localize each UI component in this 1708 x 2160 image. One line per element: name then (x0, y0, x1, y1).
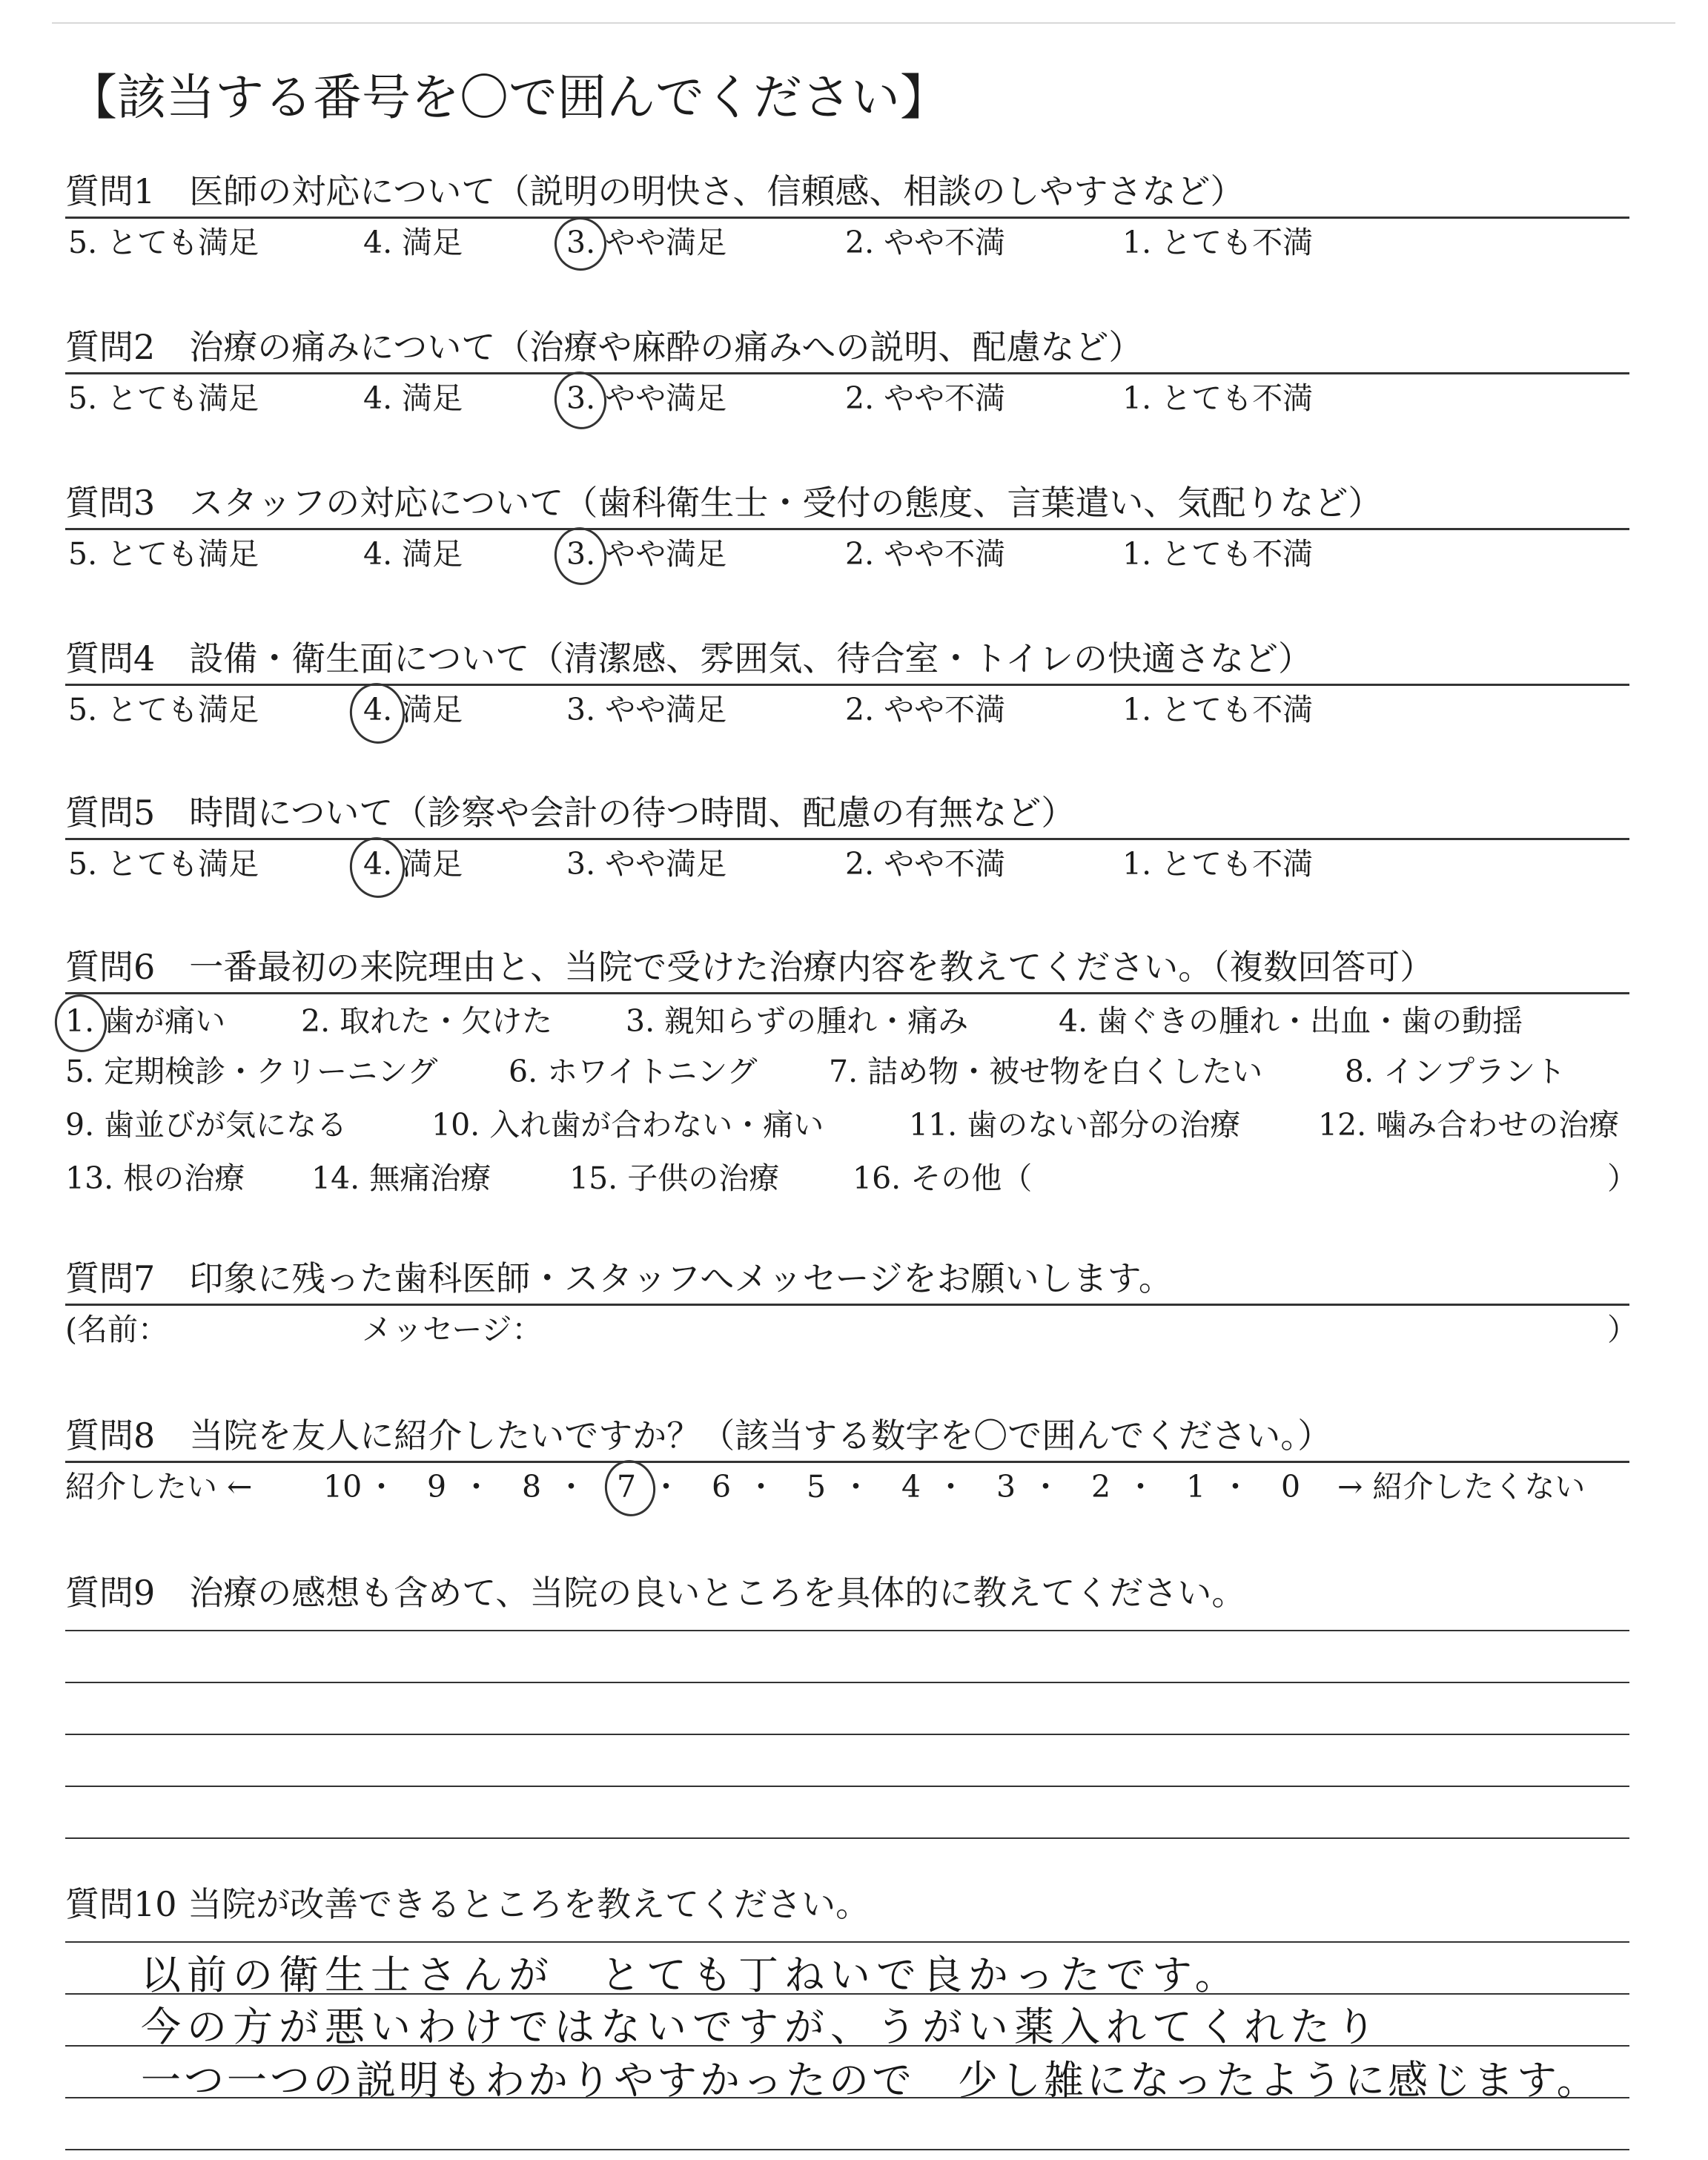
option-5[interactable]: 5. とても満足 (68, 380, 259, 416)
scale-separator: ・ (841, 1469, 871, 1505)
option-3[interactable]: 3. 親知らずの腫れ・痛み (626, 1003, 969, 1039)
question-1-options (65, 222, 1629, 263)
question-1-title: 質問1 医師の対応について（説明の明快さ、信頼感、相談のしやすさなど） (65, 169, 1629, 219)
question-2-options (65, 377, 1629, 419)
option-5[interactable]: 5. とても満足 (68, 846, 259, 882)
answer-line (65, 1837, 1629, 1839)
scale-10[interactable]: 10 (323, 1469, 363, 1505)
option-3[interactable]: 3. やや満足 (566, 846, 727, 882)
scale-1[interactable]: 1 (1186, 1469, 1206, 1505)
scale-separator: ・ (1125, 1469, 1156, 1505)
option-7[interactable]: 7. 詰め物・被せ物を白くしたい (829, 1054, 1263, 1089)
option-1[interactable]: 1. 歯が痛い (65, 1003, 226, 1039)
option-8[interactable]: 8. インプラント (1345, 1054, 1566, 1089)
page-top-rule (52, 22, 1675, 24)
question-9-title: 質問9 治療の感想も含めて、当院の良いところを具体的に教えてください。 (65, 1573, 1246, 1613)
option-6[interactable]: 6. ホワイトニング (509, 1054, 758, 1089)
name-label: (名前： (65, 1312, 168, 1347)
question-4 (65, 636, 1629, 730)
option-15[interactable]: 15. 子供の治療 (569, 1160, 780, 1196)
option-4[interactable]: 4. 満足 (363, 536, 463, 572)
scale-separator: ・ (366, 1469, 397, 1505)
scale-8[interactable]: 8 (522, 1469, 542, 1505)
close-paren: ） (1607, 1312, 1638, 1347)
option-2[interactable]: 2. やや不満 (845, 846, 1006, 882)
scale-separator: ・ (1220, 1469, 1251, 1505)
option-14[interactable]: 14. 無痛治療 (311, 1160, 491, 1196)
option-10[interactable]: 10. 入れ歯が合わない・痛い (431, 1107, 824, 1143)
option-9[interactable]: 9. 歯並びが気になる (65, 1107, 348, 1143)
scale-4[interactable]: 4 (901, 1469, 921, 1505)
answer-line (65, 1941, 1629, 1943)
option-2[interactable]: 2. やや不満 (845, 692, 1006, 727)
option-5[interactable]: 5. とても満足 (68, 536, 259, 572)
option-4[interactable]: 4. 歯ぐきの腫れ・出血・歯の動揺 (1059, 1003, 1523, 1039)
scale-2[interactable]: 2 (1091, 1469, 1111, 1505)
scale-separator: ・ (461, 1469, 491, 1505)
message-label: メッセージ： (362, 1312, 543, 1347)
question-5-options (65, 843, 1629, 885)
question-8 (65, 1413, 1629, 1507)
option-12[interactable]: 12. 噛み合わせの治療 (1318, 1107, 1620, 1143)
question-5 (65, 790, 1629, 885)
scale-separator: ・ (651, 1469, 681, 1505)
question-10-title: 質問10 当院が改善できるところを教えてください。 (65, 1884, 870, 1924)
question-6-title: 質問6 一番最初の来院理由と、当院で受けた治療内容を教えてください。（複数回答可） (65, 945, 1629, 994)
scale-separator: ・ (746, 1469, 776, 1505)
option-1[interactable]: 1. とても不満 (1122, 692, 1314, 727)
option-1[interactable]: 1. とても不満 (1122, 380, 1314, 416)
option-1[interactable]: 1. とても不満 (1122, 536, 1314, 572)
answer-line (65, 1734, 1629, 1735)
option-3[interactable]: 3. やや満足 (566, 536, 727, 572)
option-2[interactable]: 2. やや不満 (845, 225, 1006, 260)
option-2[interactable]: 2. やや不満 (845, 380, 1006, 416)
scale-separator: ・ (936, 1469, 966, 1505)
scale-5[interactable]: 5 (807, 1469, 827, 1505)
scale-left-label: 紹介したい ← (65, 1469, 253, 1505)
question-7 (65, 1256, 1638, 1350)
scale-separator: ・ (1030, 1469, 1061, 1505)
answer-line (65, 1682, 1629, 1683)
answer-line (65, 2149, 1629, 2150)
question-10 (65, 1882, 1629, 1926)
question-8-scale (65, 1466, 1629, 1507)
handwritten-answer-line-3: 一つ一つの説明もわかりやすかったので 少し雑になったように感じます。 (141, 2057, 1600, 2104)
scale-3[interactable]: 3 (996, 1469, 1016, 1505)
page-heading: 【該当する番号を〇で囲んでください】 (68, 69, 949, 126)
scale-6[interactable]: 6 (712, 1469, 732, 1505)
option-4[interactable]: 4. 満足 (363, 692, 463, 727)
scale-7[interactable]: 7 (617, 1469, 637, 1505)
question-6 (65, 945, 1638, 1202)
question-9 (65, 1571, 1629, 1615)
scale-right-label: → 紹介したくない (1337, 1469, 1586, 1505)
question-4-options (65, 689, 1629, 730)
scale-0[interactable]: 0 (1281, 1469, 1301, 1505)
question-8-title: 質問8 当院を友人に紹介したいですか？（該当する数字を〇で囲んでください。） (65, 1413, 1629, 1463)
option-5[interactable]: 5. とても満足 (68, 225, 259, 260)
question-2 (65, 325, 1629, 419)
question-6-options (65, 994, 1638, 1202)
option-4[interactable]: 4. 満足 (363, 225, 463, 260)
question-3-title: 質問3 スタッフの対応について（歯科衛生士・受付の態度、言葉遣い、気配りなど） (65, 480, 1629, 530)
option-11[interactable]: 11. 歯のない部分の治療 (909, 1107, 1241, 1143)
option-5[interactable]: 5. とても満足 (68, 692, 259, 727)
handwritten-answer-line-2: 今の方が悪いわけではないですが、うがい薬入れてくれたり (141, 2004, 1382, 2050)
question-1 (65, 169, 1629, 263)
other-close-paren: ） (1607, 1160, 1638, 1196)
question-3-options (65, 533, 1629, 575)
option-5[interactable]: 5. 定期検診・クリーニング (65, 1054, 438, 1089)
option-3[interactable]: 3. やや満足 (566, 380, 727, 416)
scale-9[interactable]: 9 (427, 1469, 447, 1505)
option-1[interactable]: 1. とても不満 (1122, 225, 1314, 260)
option-4[interactable]: 4. 満足 (363, 380, 463, 416)
question-7-title: 質問7 印象に残った歯科医師・スタッフへメッセージをお願いします。 (65, 1256, 1629, 1306)
option-3[interactable]: 3. やや満足 (566, 692, 727, 727)
question-5-title: 質問5 時間について（診察や会計の待つ時間、配慮の有無など） (65, 790, 1629, 840)
option-13[interactable]: 13. 根の治療 (65, 1160, 245, 1196)
option-2[interactable]: 2. やや不満 (845, 536, 1006, 572)
answer-line (65, 1630, 1629, 1631)
option-2[interactable]: 2. 取れた・欠けた (301, 1003, 553, 1039)
option-3[interactable]: 3. やや満足 (566, 225, 727, 260)
scale-separator: ・ (556, 1469, 586, 1505)
question-7-fields (65, 1309, 1638, 1350)
question-2-title: 質問2 治療の痛みについて（治療や麻酔の痛みへの説明、配慮など） (65, 325, 1629, 374)
option-1[interactable]: 1. とても不満 (1122, 846, 1314, 882)
handwritten-answer-line-1: 以前の衛生士さんが とても丁ねいで良かったです。 (141, 1952, 1241, 1998)
question-4-title: 質問4 設備・衛生面について（清潔感、雰囲気、待合室・トイレの快適さなど） (65, 636, 1629, 686)
question-3 (65, 480, 1629, 575)
option-4[interactable]: 4. 満足 (363, 846, 463, 882)
option-16[interactable]: 16. その他（ (853, 1160, 1033, 1196)
answer-line (65, 1786, 1629, 1787)
